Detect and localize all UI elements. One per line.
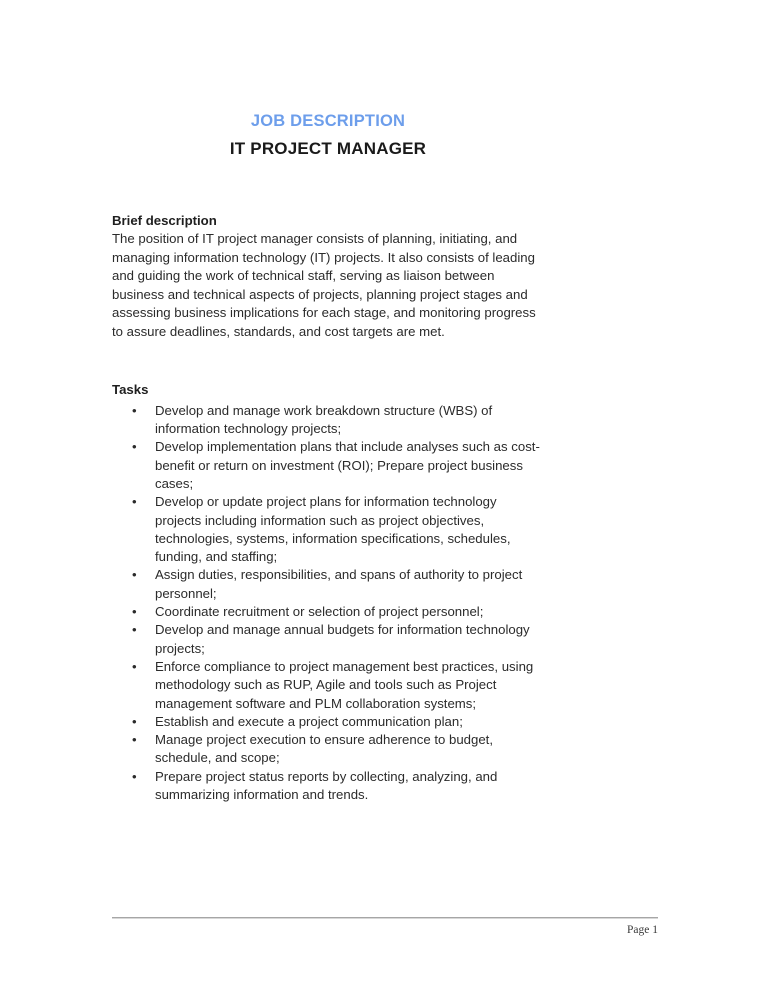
list-item-text: Establish and execute a project communication plan;: [155, 713, 463, 729]
list-item: [112, 438, 543, 493]
bullet-icon: •: [132, 439, 137, 455]
bullet-icon: •: [132, 494, 137, 510]
tasks-list: [112, 402, 552, 805]
bullet-icon: •: [132, 567, 137, 583]
list-item: [112, 658, 543, 713]
list-item-text: Develop and manage work breakdown structure (WBS) of information technology projects;: [155, 402, 493, 437]
page-title: IT PROJECT MANAGER: [229, 139, 427, 158]
tasks-heading: Tasks: [112, 382, 149, 398]
bullet-icon: •: [132, 732, 137, 748]
page-number: Page 1: [627, 924, 658, 936]
list-item-text: Assign duties, responsibilities, and spans of authority to project personnel;: [155, 567, 523, 601]
list-item-text: Develop or update project plans for information technology projects including information such as project objectives, technologies, systems, information specifications, schedules, funding, and staffing;: [155, 494, 511, 565]
list-item: [112, 713, 543, 731]
bullet-icon: •: [132, 713, 137, 729]
brief-description-heading: Brief description: [112, 213, 217, 228]
list-item: [112, 402, 543, 439]
bullet-icon: •: [132, 402, 137, 418]
list-item-text: Manage project execution to ensure adherence to budget, schedule, and scope;: [155, 732, 493, 766]
list-item-text: Enforce compliance to project management best practices, using methodology such as RUP, Agile and tools such as Project management software and PLM collaboration systems;: [155, 658, 534, 711]
document-title-block: [112, 110, 544, 160]
document-kicker: JOB DESCRIPTION: [250, 112, 406, 130]
footer-divider: [112, 917, 658, 919]
list-item-text: Coordinate recruitment or selection of project personnel;: [155, 604, 484, 620]
section-spacer: [112, 341, 552, 381]
document-body: [112, 212, 552, 804]
bullet-icon: •: [132, 622, 137, 638]
page-footer: [112, 917, 658, 937]
brief-description-text: The position of IT project manager consists of planning, initiating, and managing information technology (IT) projects. It also consists of leading and guiding the work of technical staff, serving as liaison between business and technical aspects of projects, planning project stages and assessing business implications for each stage, and monitoring progress to assure deadlines, standards, and cost targets are met.: [112, 231, 536, 339]
bullet-icon: •: [132, 604, 137, 620]
bullet-icon: •: [132, 768, 137, 784]
list-item-text: Develop and manage annual budgets for information technology projects;: [155, 622, 530, 656]
list-item-text: Prepare project status reports by collecting, analyzing, and summarizing information and trends.: [155, 768, 498, 803]
list-item: [112, 621, 543, 658]
list-item-text: Develop implementation plans that include analyses such as cost-benefit or return on investment (ROI); Prepare project business cases;: [155, 439, 540, 491]
list-item: [112, 566, 543, 603]
list-item: [112, 603, 543, 621]
bullet-icon: •: [132, 658, 137, 674]
list-item: [112, 731, 543, 768]
list-item: [112, 768, 543, 805]
list-item: [112, 493, 543, 566]
